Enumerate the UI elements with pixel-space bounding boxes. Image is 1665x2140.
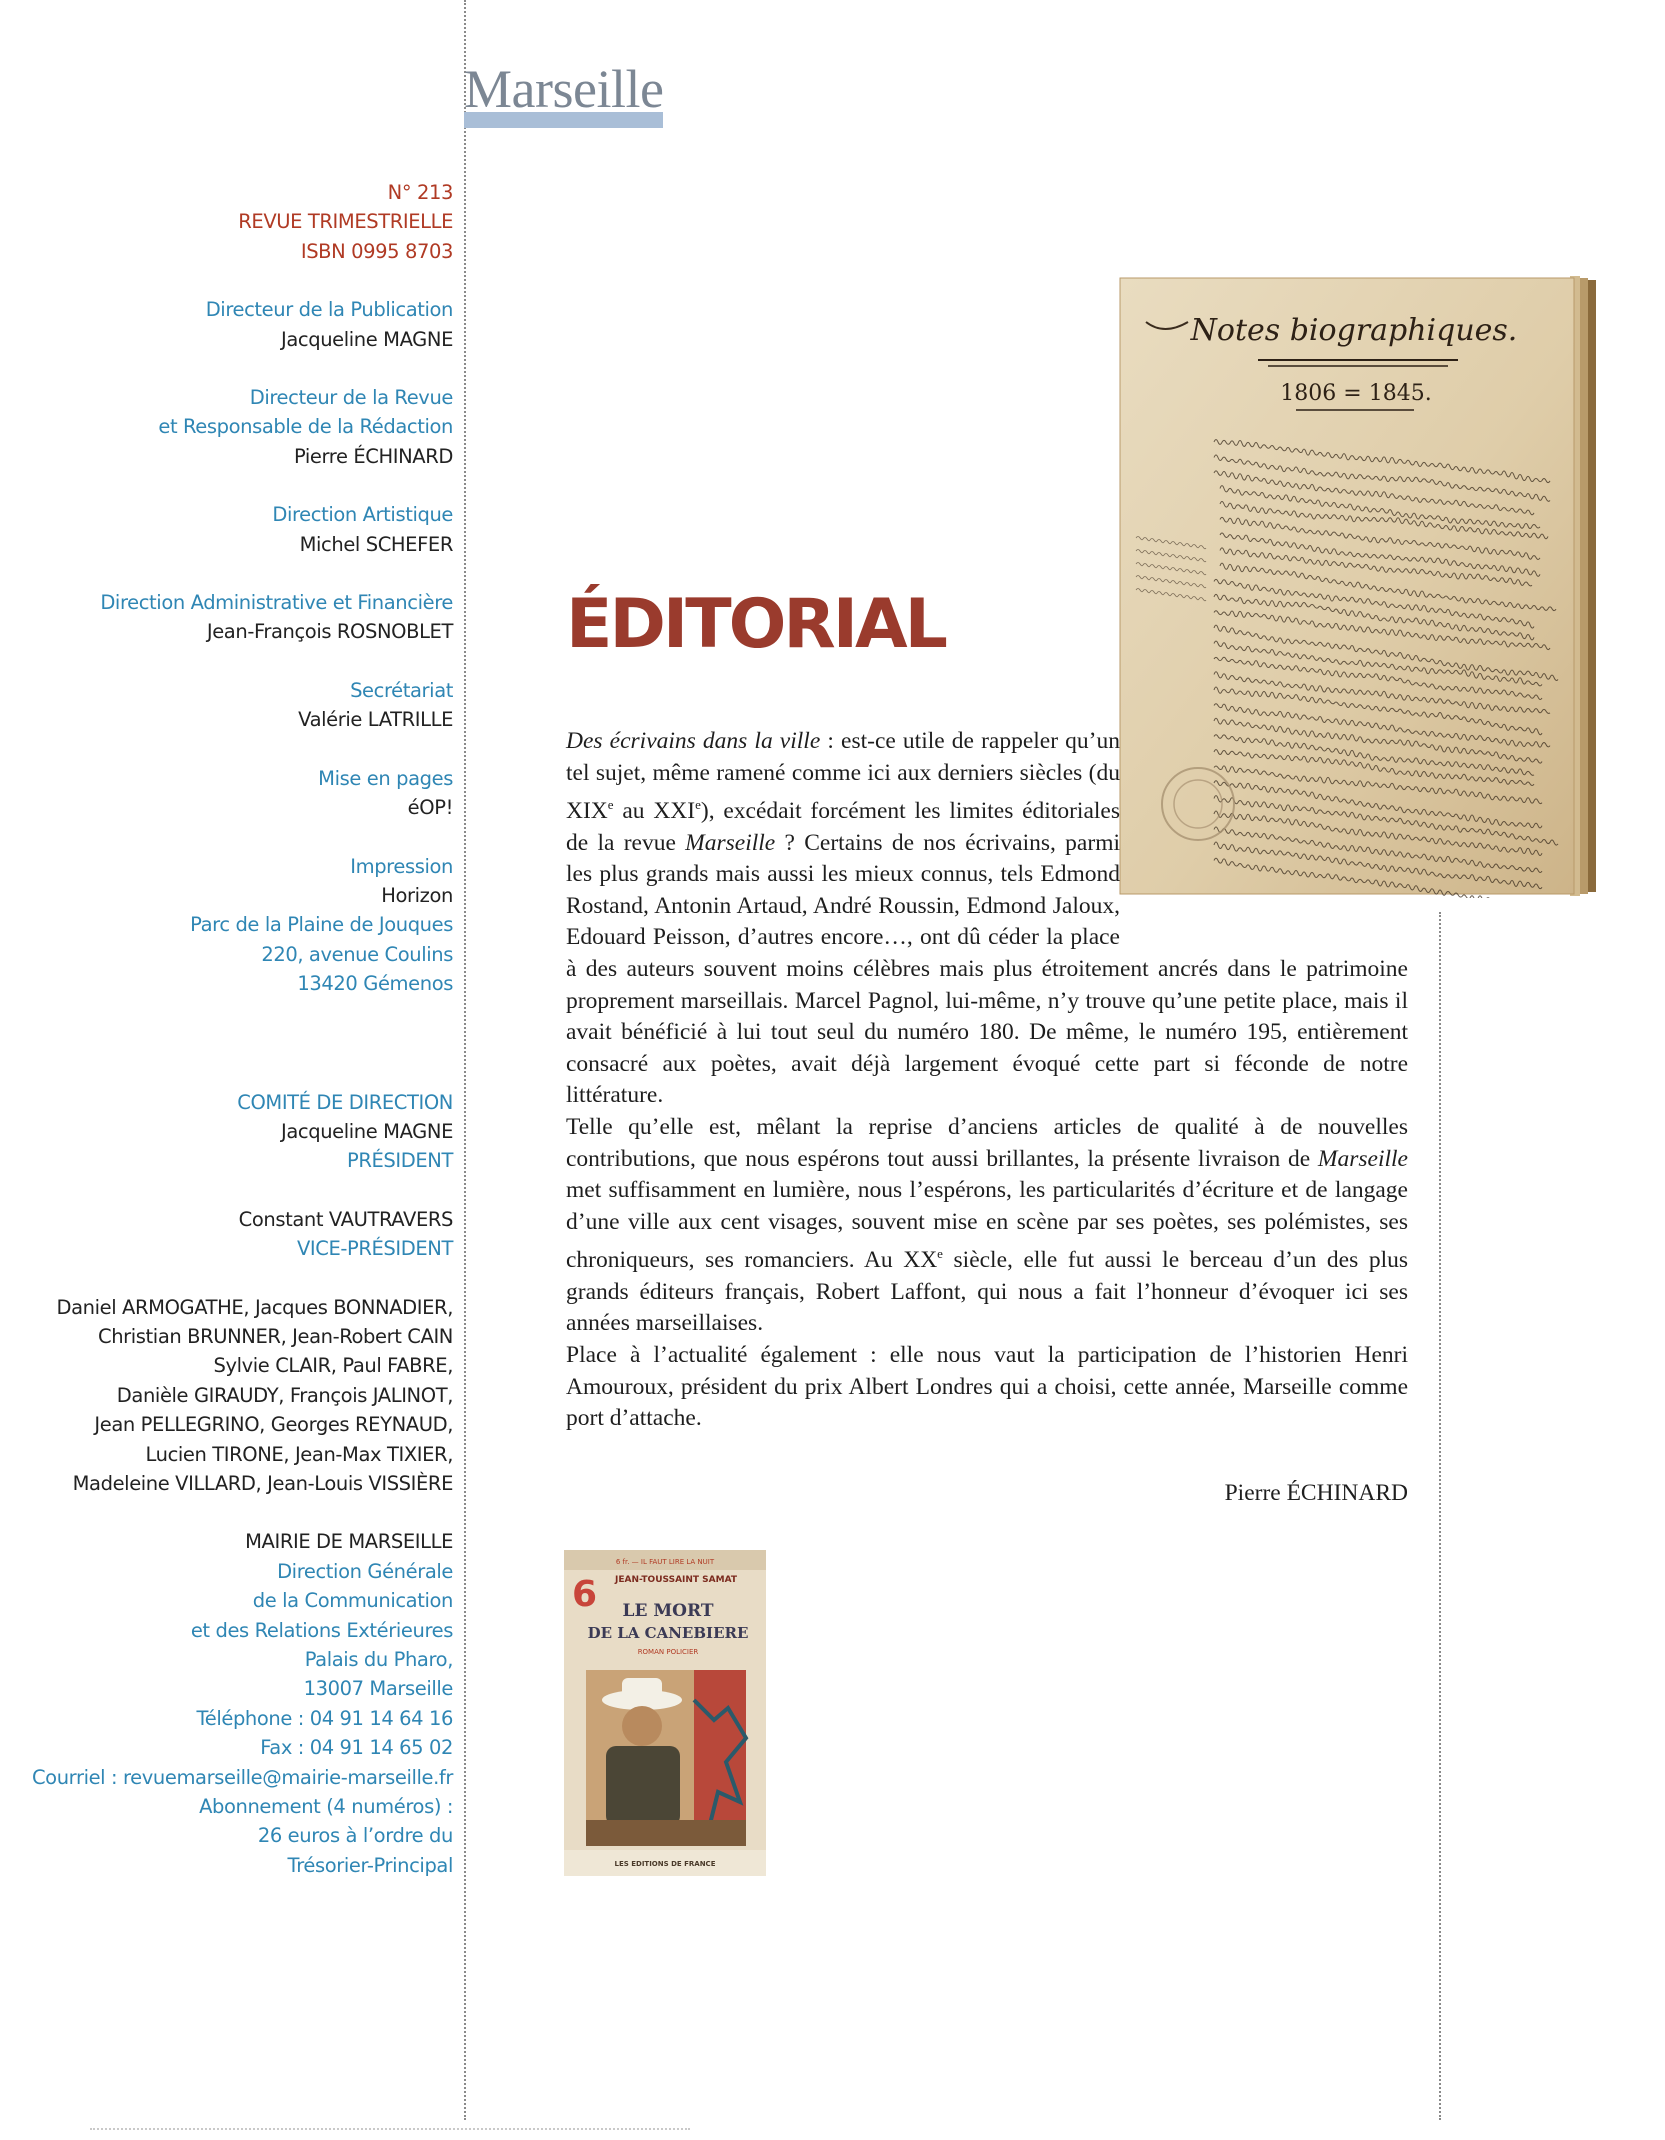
committee-member-line: Madeleine VILLARD, Jean-Louis VISSIÈRE xyxy=(72,1472,453,1495)
editorial-body xyxy=(566,726,1408,1435)
book-genre: ROMAN POLICIER xyxy=(637,1648,699,1656)
book-title-1: LE MORT xyxy=(622,1601,714,1621)
mairie-label: MAIRIE DE MARSEILLE xyxy=(245,1530,453,1554)
masthead xyxy=(464,58,663,120)
fax-line: Fax : 04 91 14 65 02 xyxy=(260,1736,453,1760)
committee-label: COMITÉ DE DIRECTION xyxy=(237,1090,453,1114)
mairie-line: 13007 Marseille xyxy=(303,1677,453,1701)
book-publisher: LES EDITIONS DE FRANCE xyxy=(614,1860,716,1868)
paragraph-text: au XXI xyxy=(613,798,696,825)
committee-member-line: Danièle GIRAUDY, François JALINOT, xyxy=(116,1383,453,1407)
admin-direction-name: Jean-François ROSNOBLET xyxy=(206,620,453,644)
left-column-rule xyxy=(464,0,466,2120)
editorial-title: ÉDITORIAL xyxy=(566,585,946,664)
rev-director-label-2: et Responsable de la Rédaction xyxy=(158,415,453,439)
paragraph-text: met suffisamment en lumière, nous l’espérons, les particularités d’écriture et de langage d’une ville aux cent visages, souvent mise en scène par ses poètes, ses polémistes, ses chroniqueurs, ses romanciers. Au XX xyxy=(566,1177,1408,1274)
email-line[interactable]: Courriel : revuemarseille@mairie-marseille.fr xyxy=(31,1765,453,1789)
pub-director-name: Jacqueline MAGNE xyxy=(281,327,453,351)
committee-member-line: Lucien TIRONE, Jean-Max TIXIER, xyxy=(145,1442,453,1466)
mairie-line: Palais du Pharo, xyxy=(304,1648,453,1672)
secretariat-name: Valérie LATRILLE xyxy=(298,708,453,732)
editorial-paragraph-2 xyxy=(566,1112,1408,1340)
mairie-line: Direction Générale xyxy=(277,1559,453,1583)
printer-address-3: 13420 Gémenos xyxy=(297,972,453,996)
layout-name: éOP! xyxy=(407,796,453,820)
manuscript-heading: Notes biographiques. xyxy=(1190,313,1518,348)
mairie-line: et des Relations Extérieures xyxy=(190,1618,453,1642)
book-number: 6 xyxy=(572,1574,598,1615)
italic-text: Marseille xyxy=(1317,1145,1408,1172)
book-author: JEAN-TOUSSAINT SAMAT xyxy=(615,1575,737,1585)
subscription-line: Abonnement (4 numéros) : xyxy=(199,1795,453,1819)
committee-member-line: Jean PELLEGRINO, Georges REYNAUD, xyxy=(94,1413,453,1437)
rev-director-label: Directeur de la Revue xyxy=(249,386,453,410)
superscript: e xyxy=(607,797,614,813)
printer-name: Horizon xyxy=(381,883,453,907)
pub-director-label: Directeur de la Publication xyxy=(205,298,453,322)
book-cover-image xyxy=(564,1550,766,1876)
printing-label: Impression xyxy=(350,854,453,878)
art-direction-label: Direction Artistique xyxy=(272,503,453,527)
president-label: PRÉSIDENT xyxy=(347,1149,453,1173)
art-direction-name: Michel SCHEFER xyxy=(299,532,453,556)
rev-director-name: Pierre ÉCHINARD xyxy=(293,444,453,468)
magazine-title: Marseille xyxy=(464,59,664,119)
mairie-line: de la Communication xyxy=(252,1589,453,1613)
publication-type: REVUE TRIMESTRIELLE xyxy=(238,210,453,234)
colophon xyxy=(20,178,453,1880)
vice-president-name: Constant VAUTRAVERS xyxy=(238,1207,453,1231)
paragraph-text: : est-ce utile de rappeler qu’un tel sujet, même ramené comme ici aux derniers siècles (du XIX xyxy=(566,728,1120,825)
footer-rule xyxy=(90,2128,690,2134)
superscript: e xyxy=(695,797,701,813)
paragraph-text: ), excédait forcément les limites éditoriales de la revue xyxy=(566,798,1121,856)
italic-text: Des écrivains dans la ville xyxy=(566,728,821,754)
issue-number: N° 213 xyxy=(387,181,453,204)
book-title-2: DE LA CANEBIERE xyxy=(587,1624,749,1642)
phone-line: Téléphone : 04 91 14 64 16 xyxy=(196,1706,453,1730)
subscription-line: Trésorier-Principal xyxy=(287,1853,453,1877)
printer-address-1: Parc de la Plaine de Jouques xyxy=(190,913,453,937)
committee-member-line: Sylvie CLAIR, Paul FABRE, xyxy=(213,1354,453,1378)
signature: Pierre ÉCHINARD xyxy=(1224,1480,1408,1506)
printer-address-2: 220, avenue Coulins xyxy=(261,942,453,966)
layout-label: Mise en pages xyxy=(318,766,453,790)
italic-text: Marseille xyxy=(685,829,776,856)
book-series: 6 fr. — IL FAUT LIRE LA NUIT xyxy=(615,1558,715,1566)
isbn: ISBN 0995 8703 xyxy=(300,239,453,263)
photo-wrap-space xyxy=(1120,726,1408,926)
admin-direction-label: Direction Administrative et Financière xyxy=(100,591,453,615)
subscription-line: 26 euros à l’ordre du xyxy=(257,1824,453,1848)
committee-member-line: Daniel ARMOGATHE, Jacques BONNADIER, xyxy=(56,1295,453,1319)
editorial-paragraph-3: Place à l’actualité également : elle nous vaut la participation de l’historien Henri Amouroux, président du prix Albert Londres qui a choisi, cette année, Marseille comme port d’attache. xyxy=(566,1341,1408,1432)
paragraph-text: siècle, elle fut aussi le berceau d’un des plus grands éditeurs français, Robert Laffont, qui nous a fait l’honneur d’évoquer ici ses années marseillaises. xyxy=(566,1247,1408,1337)
secretariat-label: Secrétariat xyxy=(350,678,453,702)
paragraph-text: ? Certains de nos écrivains, parmi les plus grands mais aussi les mieux connus, tels Edmond Rostand, Antonin Artaud, André Roussin, Edmond Jaloux, Edouard Peisson, d’autres encore…, ont dû céder la place à des auteurs souvent moins célèbres mais plus étroitement ancrés dans le patrimoine proprement marseillais. Marcel Pagnol, lui-même, n’y trouve qu’une petite place, mais il avait bénéficié à lui tout seul du numéro 180. De même, le numéro 195, entièrement consacré aux poètes, avait déjà largement évoqué cette part si féconde de notre littérature. xyxy=(566,829,1408,1109)
paragraph-text: Telle qu’elle est, mêlant la reprise d’anciens articles de qualité à de nouvelles contributions, que nous espérons tout aussi brillantes, la présente livraison de xyxy=(566,1113,1408,1172)
right-column-rule xyxy=(1439,912,1441,2120)
superscript: e xyxy=(937,1246,943,1262)
committee-member-line: Christian BRUNNER, Jean-Robert CAIN xyxy=(97,1324,453,1348)
manuscript-dates: 1806 = 1845. xyxy=(1280,381,1432,406)
president-name: Jacqueline MAGNE xyxy=(281,1119,453,1143)
vice-president-label: VICE-PRÉSIDENT xyxy=(296,1237,453,1261)
